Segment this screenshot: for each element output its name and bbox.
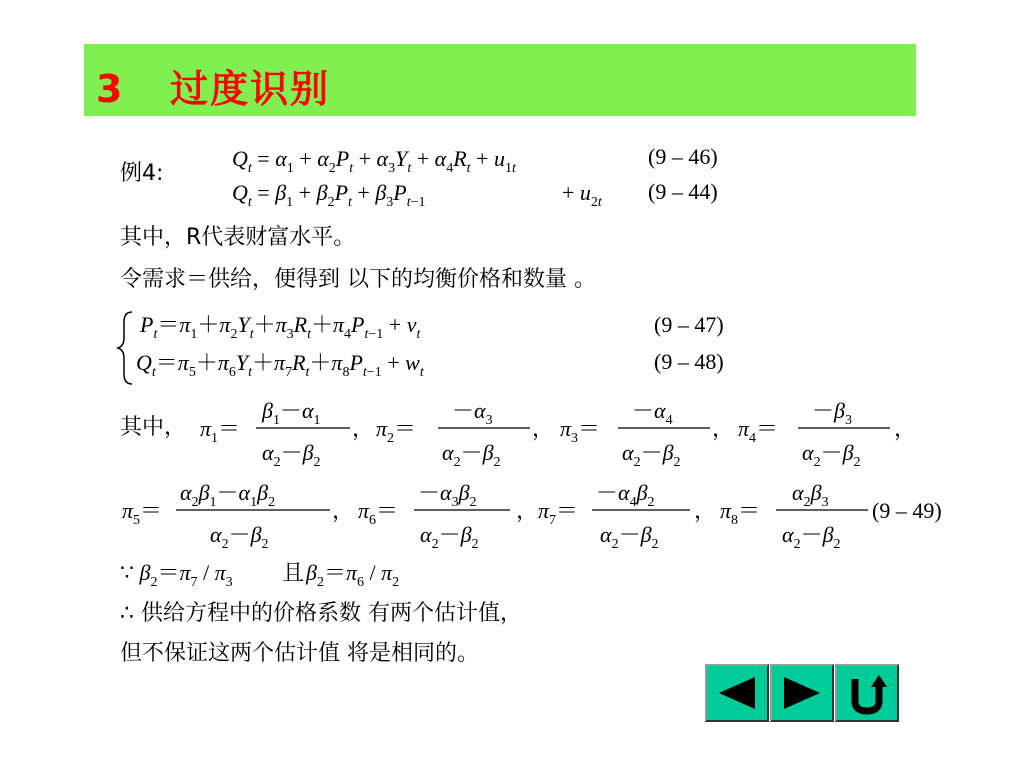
not-guaranteed-text: 但不保证这两个估计值 将是相同的。 — [120, 641, 479, 666]
u-turn-icon — [845, 671, 889, 715]
svg-text:，: ， — [894, 416, 917, 441]
slide-navigation — [705, 664, 899, 722]
eq-number-46: (9 – 46) — [648, 144, 718, 169]
svg-text:，: ， — [516, 498, 539, 523]
eq-number-48: (9 – 48) — [654, 349, 724, 374]
svg-text:Pt＝π1＋π2Yt＋π3Rt＋π4Pt−1 + vt: $P_t=\pi_1+\pi_2Y_t+\pi_3R_t+\pi_4P_t-1 + v_t$ — [140, 312, 421, 342]
qizhong-label: 其中， — [120, 415, 187, 440]
svg-text:α2－β2: $\alpha_2-\beta_2$ — [210, 522, 269, 552]
svg-text:α2－β2: $\alpha_2-\beta_2$ — [600, 522, 659, 552]
svg-text:，: ， — [352, 416, 375, 441]
svg-text:－α4: $-\alpha_4$ — [632, 398, 673, 428]
svg-text:π2＝: $\pi_2=$ — [376, 416, 417, 446]
svg-text:Qt＝π5＋π6Yt＋π7Rt＋π8Pt−1 + wt: $Q_t=\pi_5+\pi_6Y_t+\pi_7R_t+\pi_8P_t-1 + w_t$ — [136, 350, 424, 380]
svg-text:β2＝π6 / π2: $\beta_2=\pi_6 / \pi_2$ — [306, 560, 400, 590]
svg-text:π6＝: $\pi_6=$ — [358, 498, 399, 528]
equation-9-46 — [232, 144, 718, 176]
svg-text:α2－β2: $\alpha_2-\beta_2$ — [802, 440, 861, 470]
next-slide-button[interactable] — [770, 664, 834, 722]
supply-equals-demand-text: 令需求＝供给，便得到 以下的均衡价格和数量 。 — [120, 267, 596, 292]
svg-text:α2－β2: $\alpha_2-\beta_2$ — [782, 522, 841, 552]
svg-text:α2β1－α1β2: $\alpha_2\beta_1-\alpha_1\beta_2$ — [180, 480, 276, 510]
slide-title: 3 过度识别 — [96, 67, 331, 111]
svg-text:α2－β2: $\alpha_2-\beta_2$ — [420, 522, 479, 552]
svg-text:Qt = α1 + α2Pt + α3Yt + α4Rt +: $Q_t = \alpha_1 + \alpha_2P_t + \alpha_3Y_t + \alpha_4R_t + u_1t$ — [232, 146, 516, 176]
svg-text:，: ， — [532, 416, 555, 441]
previous-slide-button[interactable] — [705, 664, 769, 722]
svg-text:－α3β2: $-\alpha_3\beta_2$ — [418, 480, 477, 510]
eq-number-49: (9 – 49) — [872, 498, 942, 523]
and-char: 且 — [282, 561, 305, 586]
return-button[interactable] — [835, 664, 899, 722]
svg-text:α2－β2: $\alpha_2-\beta_2$ — [622, 440, 681, 470]
svg-text:π5＝: $\pi_5=$ — [122, 498, 163, 528]
svg-text:π4＝: $\pi_4=$ — [738, 416, 779, 446]
because-equation — [120, 560, 399, 590]
equation-9-44 — [232, 179, 718, 210]
equation-9-47 — [139, 312, 724, 342]
svg-text:π1＝: $\pi_1=$ — [200, 416, 241, 446]
svg-text:α2β3: $\alpha_2\beta_3$ — [792, 480, 829, 510]
svg-text:－β3: $-\beta_3$ — [812, 398, 852, 428]
svg-text:－α4β2: $-\alpha_4\beta_2$ — [596, 480, 655, 510]
svg-text:，: ， — [712, 416, 735, 441]
pi-row-2 — [122, 480, 942, 552]
svg-text:，: ， — [332, 498, 355, 523]
svg-text:，: ， — [694, 498, 717, 523]
svg-text:－α3: $-\alpha_3$ — [452, 398, 493, 428]
equation-9-48 — [136, 349, 724, 380]
pi-row-1 — [200, 398, 916, 470]
r-definition-text: 其中，R代表财富水平。 — [120, 225, 356, 250]
svg-text:π8＝: $\pi_8=$ — [720, 498, 761, 528]
example-label: 例4: — [120, 161, 164, 186]
svg-text:Qt = β1 + β2Pt + β3Pt−1: $Q_t = \beta_1 + \beta_2P_t + \beta_3P_t-1$ — [232, 180, 426, 210]
eq-number-44: (9 – 44) — [648, 179, 718, 204]
right-arrow-icon — [780, 673, 824, 713]
svg-text:π3＝: $\pi_3=$ — [560, 416, 601, 446]
svg-text:π7＝: $\pi_7=$ — [538, 498, 579, 528]
system-brace — [118, 312, 132, 384]
eq-number-47: (9 – 47) — [654, 312, 724, 337]
svg-text:α2－β2: $\alpha_2-\beta_2$ — [442, 440, 501, 470]
left-arrow-icon — [715, 673, 759, 713]
svg-text:α2－β2: $\alpha_2-\beta_2$ — [262, 440, 321, 470]
svg-text:∵ β2＝π7 / π3: ∵ $\beta_2=\pi_7 / \pi_3$ — [120, 560, 233, 590]
svg-text:β1－α1: $\beta_1-\alpha_1$ — [262, 398, 321, 428]
therefore-text: ∴ 供给方程中的价格系数 有两个估计值， — [120, 601, 522, 626]
svg-text:+ u2t: + $u_2t$ — [562, 180, 602, 210]
